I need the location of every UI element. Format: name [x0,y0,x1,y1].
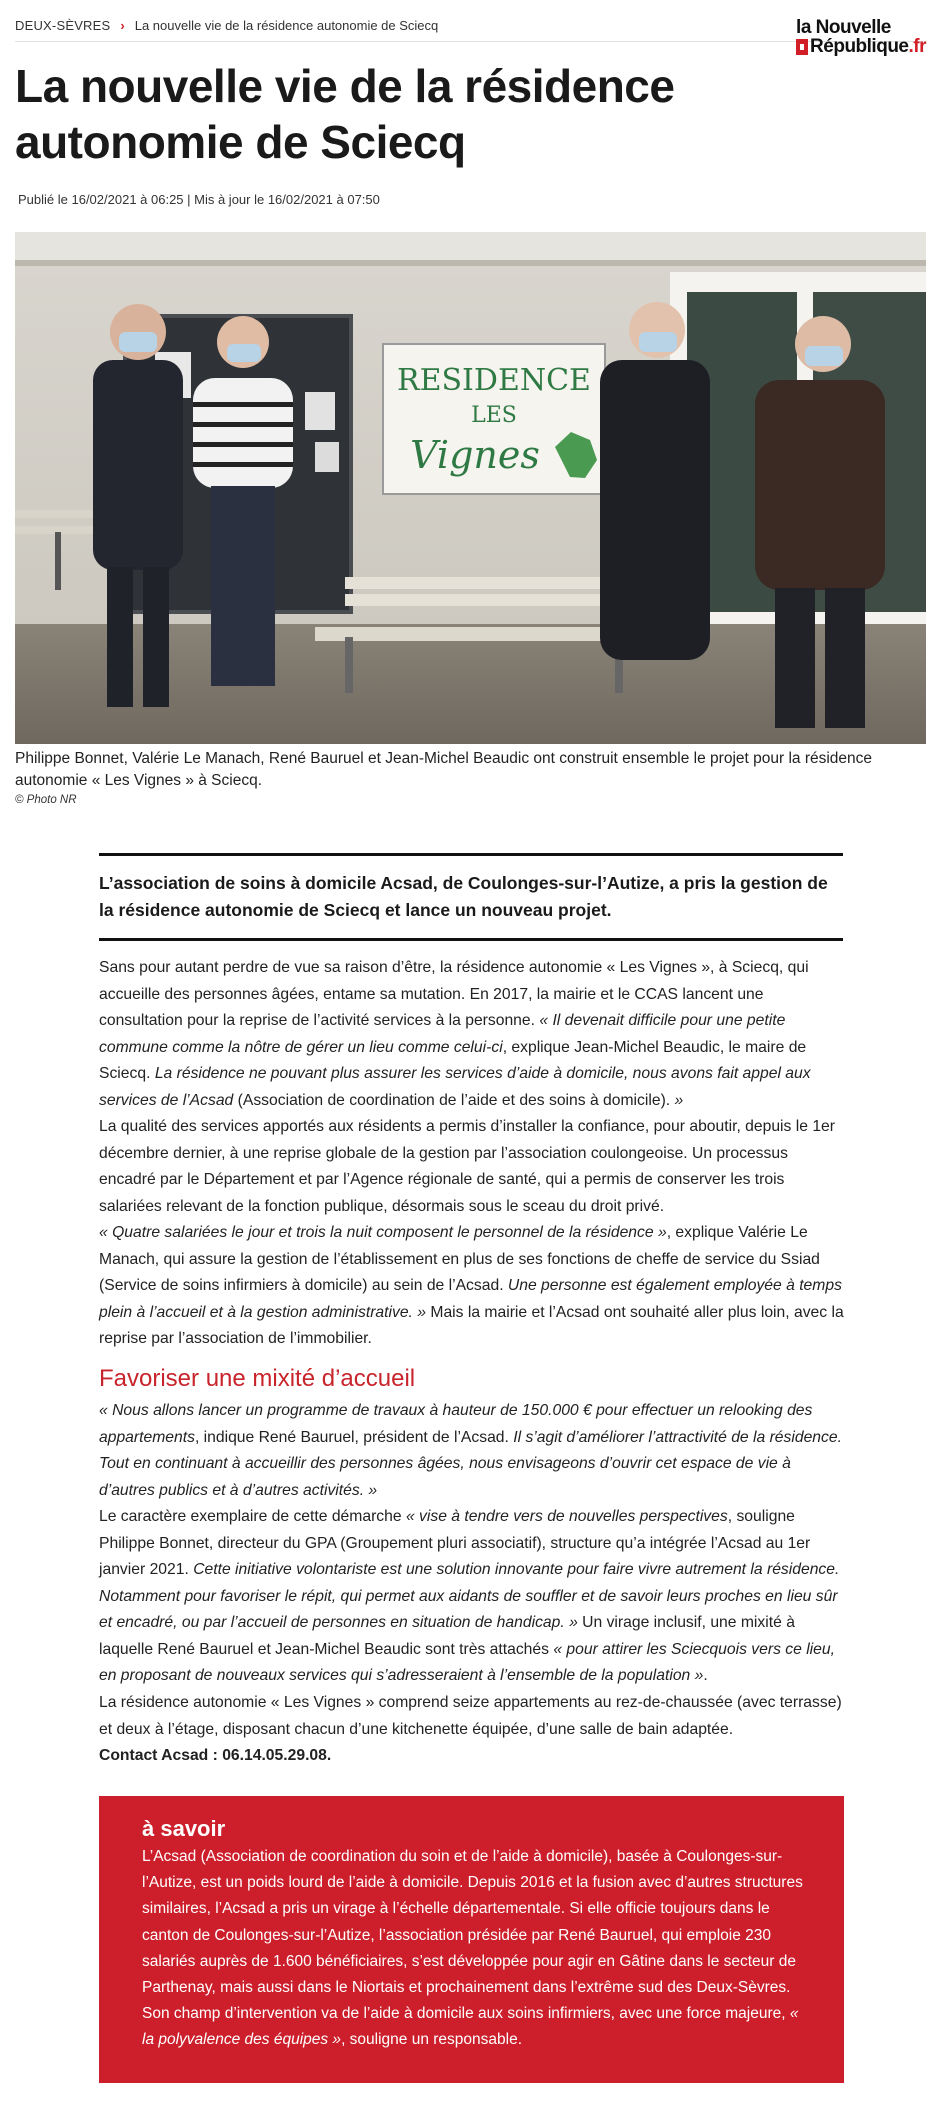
flag-icon [796,39,808,55]
paragraph: La résidence autonomie « Les Vignes » comprend seize appartements au rez-de-chaussée (avec terrasse) et deux à l’étage, disposant chacun d’une kitchenette équipée, d’une salle de bain adaptée. [99,1694,842,1738]
paragraph [99,1220,844,1353]
breadcrumb-current[interactable]: La nouvelle vie de la résidence autonomie de Sciecq [134,17,439,33]
publication-date: Publié le 16/02/2021 à 06:25 | Mis à jour le 16/02/2021 à 07:50 [18,192,380,207]
quote: Il s’agit d’améliorer l’attractivité de la résidence. Tout en continuant à accueillir des personnes âgées, nous envisageons d’ouvrir cet espace de vie à d’autres publics et à d’autres activités. » [99,1428,842,1499]
text-run: , explique Jean-Michel Beaudic, le maire de Sciecq. [99,1038,807,1083]
section-heading: Favoriser une mixité d’accueil [99,1364,416,1392]
text-run: . [703,1667,708,1685]
paragraph: La qualité des services apportés aux résidents a permis d’installer la confiance, pour aboutir, depuis le 1er décembre dernier, à une reprise globale de la gestion par l’association coulongeoise. Un processus encadré par le Département et par l’Agence régionale de santé, qui a permis de conserver les trois salariées relevant de la fonction publique, désormais sous le sceau du droit privé. [99,1118,835,1215]
contact-line: Contact Acsad : 06.14.05.29.08. [99,1747,332,1765]
site-logo[interactable] [796,18,926,56]
logo-line2 [810,37,926,56]
text-run: , souligne Philippe Bonnet, directeur du GPA (Groupement pluri associatif), structure qu’a intégrée l’Acsad au 1er janvier 2021. [99,1508,811,1579]
text-run: , indique René Bauruel, président de l’Acsad. [194,1428,514,1446]
text-run: (Association de coordination de l’aide et des soins à domicile). [233,1091,675,1109]
sign-text-3: Vignes [410,433,540,477]
quote: « la polyvalence des équipes » [142,2005,799,2049]
breadcrumb [15,14,926,36]
logo-line2-wrap [796,37,926,56]
sign-text-2: LES [471,403,517,428]
paragraph [99,955,844,1114]
quote: « pour attirer les Sciecquois vers ce lieu, en proposant de nouveaux services qui s’adresseraient à l’ensemble de la population » [99,1640,835,1685]
text-run: Sans pour autant perdre de vue sa raison d’être, la résidence autonomie « Les Vignes », à Sciecq, qui accueille des personnes âgées, entame sa mutation. En 2017, la mairie et le CCAS lancent une consultation pour la reprise de l’activité services à la personne. [99,959,809,1030]
text-run: L’Acsad (Association de coordination du soin et de l’aide à domicile), basée à Coulonges-sur-l’Autize, est un poids lourd de l’aide à domicile. Depuis 2016 et la fusion avec d’autres structures similaires, l’Acsad a pris un virage à l’échelle départementale. Si elle officie toujours dans le canton de Coulonges-sur-l’Autize, l’association présidée par René Bauruel, qui emploie 230 salariés auprès de 1.600 bénéficiaires, s’est développée pour agir en Gâtine dans le secteur de Parthenay, mais aussi dans le Niortais et prochainement dans l’extrême sud des Deux-Sèvres. Son champ d’intervention va de l’aide à domicile aux soins infirmiers, avec une force majeure, [142,1848,803,2023]
quote: Cette initiative volontariste est une solution innovante pour faire vivre autrement la résidence. Notamment pour favoriser le répit, qui permet aux aidants de souffler et de savoir leurs proches en lieu sûr et encadré, ou par l’accueil de personnes en situation de handicap. » [99,1561,840,1632]
logo-tld: .fr [908,36,926,57]
photo-caption: Philippe Bonnet, Valérie Le Manach, René Bauruel et Jean-Michel Beaudic ont construit ensemble le projet pour la résidence autonomie « Les Vignes » à Sciecq. [15,750,873,790]
paragraph [99,1504,844,1690]
text-run: Le caractère exemplaire de cette démarche [99,1508,406,1526]
photo-credit: © Photo NR [15,794,77,806]
logo-line1: la Nouvelle [796,17,891,38]
article-photo[interactable] [15,232,926,744]
info-box-text [142,1844,804,2054]
photo-illustration [15,232,926,744]
text-run: Mais la mairie et l’Acsad ont souhaité aller plus loin, avec la reprise par l’association de l’immobilier. [99,1303,844,1348]
text-run: Un virage inclusif, une mixité à laquelle René Bauruel et Jean-Michel Beaudic sont très attachés [99,1614,795,1658]
quote: » [674,1091,684,1109]
breadcrumb-section-link[interactable]: DEUX-SÈVRES [15,17,111,33]
quote: « Il devenait difficile pour une petite commune comme la nôtre de gérer un lieu comme celui-ci [99,1012,786,1056]
quote: La résidence ne pouvant plus assurer les services d’aide à domicile, nous avons fait appel aux services de l’Acsad [99,1065,811,1109]
paragraph [99,1398,844,1504]
article-lead: L’association de soins à domicile Acsad, de Coulonges-sur-l’Autize, a pris la gestion de la résidence autonomie de Sciecq et lance un nouveau projet. [99,853,843,941]
quote: Une personne est également employée à temps plein à l’accueil et à la gestion administrative. » [99,1277,842,1321]
page-title: La nouvelle vie de la résidence autonomie de Sciecq [15,60,675,169]
quote: « Quatre salariées le jour et trois la nuit composent le personnel de la résidence » [99,1224,667,1242]
text-run: , souligne un responsable. [341,2031,523,2049]
quote: « vise à tendre vers de nouvelles perspectives [405,1508,728,1526]
article-body [99,955,844,1770]
sign-text-1: RESIDENCE [397,363,591,398]
info-box-title: à savoir [142,1816,226,1841]
text-run: , explique Valérie Le Manach, qui assure la gestion de l’établissement en plus de ses fonctions de cheffe de service du Ssiad (Service de soins infirmiers à domicile) au sein de l’Acsad. [99,1224,820,1295]
top-bar [15,14,926,57]
logo-name: République [810,36,909,57]
quote: « Nous allons lancer un programme de travaux à hauteur de 150.000 € pour effectuer un relooking des appartements [99,1402,813,1446]
info-box [99,1796,844,2083]
chevron-right-icon: › [120,17,125,33]
